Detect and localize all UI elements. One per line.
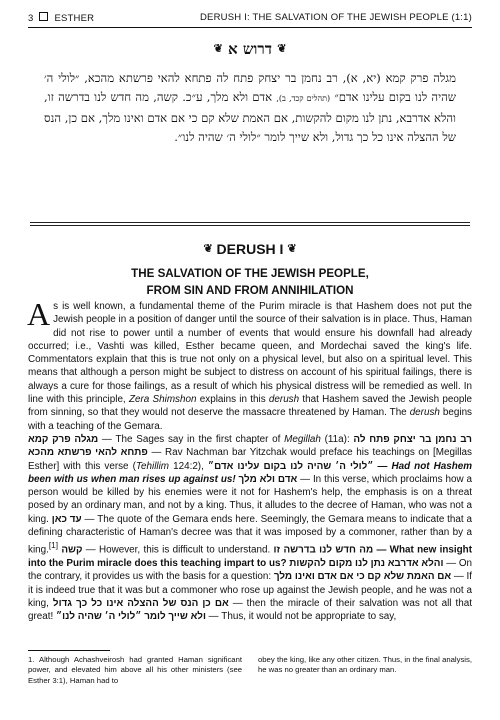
fleuron-icon: ❦ <box>203 243 213 255</box>
subtitle-line: FROM SIN AND FROM ANNIHILATION <box>146 284 354 297</box>
hebrew-source-citation: (תהלים קכד, ב), <box>276 94 331 104</box>
hebrew-lemma: מה חדש לנו בדרשה זו <box>273 544 374 556</box>
hebrew-heading-title: דרוש א <box>228 40 272 58</box>
section-title: DERUSH I: THE SALVATION OF THE JEWISH PEOPLE (1:1) <box>199 12 472 23</box>
hebrew-lemma: קשה <box>61 544 83 556</box>
footnote-column-left: 1. Although Achashveirosh had granted Haman significant power, and elevated him above all his other ministers (see Esther 3:1), Haman had to <box>28 655 242 685</box>
hebrew-lemma: אם האמת שלא קם כי אם אדם ואינו מלך <box>273 571 452 583</box>
body-text <box>27 296 473 623</box>
section-divider <box>30 222 470 223</box>
hebrew-lemma: ולא שייך לומר ״לולי ה׳ שהיה לנו״ <box>56 611 206 623</box>
subtitle-line: THE SALVATION OF THE JEWISH PEOPLE, <box>131 267 369 280</box>
footnote-marker[interactable]: [1] <box>48 541 59 551</box>
hebrew-lemma: אדם ולא מלך <box>238 473 298 485</box>
hebrew-lemma: והלא אדרבא נתן לנו מקום להקשות <box>289 557 444 569</box>
hebrew-lemma: רב נחמן בר יצחק פתח לה פתחא להאי פרשתא מהכא <box>28 433 472 459</box>
header-left <box>28 12 94 24</box>
footnote-column-right: obey the king, like any other citizen. Thus, in the final analysis, he was no greater than an ordinary man. <box>258 655 472 675</box>
fleuron-icon: ❦ <box>213 42 223 55</box>
hebrew-passage-text-2: אדם ולא מלך, ע״כ. קשה, מה חדש לנו בדרשה זו, והלא אדרבא, נתן לנו מקום להקשות, אם האמת שלא קם כי אם אדם ואינו מלך, אם כן, הנס של ההצלה אינו כל כך גדול, ולא שייך לומר ״לולי ה׳ שהיה לנו״. <box>44 90 456 144</box>
hebrew-heading <box>0 40 500 59</box>
hebrew-passage-text: מגלה פרק קמא (יא, א), רב נחמן בר יצחק פתח לה פתחא להאי פרשתא מהכא, ״לולי ה׳ שהיה לנו בקום עלינו אדם״ <box>44 71 456 105</box>
hebrew-lemma: מגלה פרק קמא <box>28 433 99 445</box>
square-bullet-icon <box>39 12 48 21</box>
fleuron-icon: ❦ <box>277 42 287 55</box>
footnote-rule <box>28 650 110 651</box>
hebrew-passage <box>44 69 456 147</box>
running-header <box>28 10 472 26</box>
intro-paragraph: As is well known, a fundamental theme of the Purim miracle is that Hashem does not put the Jewish people in a position of danger until the source of their salvation is in place. Thus, Haman did not rise to power until a number of events that would ensure his downfall had already occurred; i.e., Vashti was killed, Esther became queen, and Mordechai saved the king's life. Commentators explain that this is true not only on a physical level, but also on a spiritual level. This means that although a person might be subject to distress on account of his spiritual failings, there is always a cure for those failings, as a result of which his physical distress will be remedied as well. In line with this principle, Zera Shimshon explains in this derush that Hashem saved the Jewish people from sinning, so that they would not deserve the massacre threatened by Haman. The derush begins with a teaching of the Gemara. <box>27 296 473 432</box>
book-title: ESTHER <box>54 13 95 24</box>
hebrew-lemma: אם כן הנס של ההצלה אינו כל כך גדול <box>52 597 229 609</box>
commentary-paragraph: מגלה פרק קמא — The Sages say in the first chapter of Megillah (11a): רב נחמן בר יצחק פתח לה פתחא להאי פרשתא מהכא — Rav Nachman bar Yitzchak would preface his teachings on [Megillas Esther] with this verse (Tehillim 124:2), ״לולי ה׳ שהיה לנו בקום עלינו אדם״ — Had not Hashem been with us when man rises up against us! אדם ולא מלך — In this verse, which proclaims how a person would be killed by his enemies were it not for Hashem's help, the emphasis is on a threat posed by an ordinary man, and not by a king. Thus, it alludes to the decree of Haman, who was not a king. עד כאן — The quote of the Gemara ends here. Seemingly, the Gemara means to indicate that a defining characteristic of Haman's decree was that it was imposed by a commoner, rather than by a king.[1] קשה — However, this is difficult to understand. מה חדש לנו בדרשה זו — What new insight into the Purim miracle does this teaching impart to us? והלא אדרבא נתן לנו מקום להקשות — On the contrary, it provides us with the basis for a question: אם האמת שלא קם כי אם אדם ואינו מלך — If it is indeed true that it was but a commoner who rose up against the Jewish people, and he was not a king, אם כן הנס של ההצלה אינו כל כך גדול — then the miracle of their salvation was not all that great! ולא שייך לומר ״לולי ה׳ שהיה לנו״ — Thus, it would not be appropriate to say, <box>28 433 473 623</box>
section-divider <box>30 225 470 226</box>
page-number: 3 <box>28 13 34 24</box>
english-heading <box>0 241 500 257</box>
chapter-subtitle <box>40 265 460 299</box>
fleuron-icon: ❦ <box>287 243 297 255</box>
hebrew-lemma: עד כאן <box>51 513 82 525</box>
english-heading-title: DERUSH I <box>216 241 284 257</box>
hebrew-lemma: ״לולי ה׳ שהיה לנו בקום עלינו אדם״ <box>207 460 374 472</box>
header-rule <box>28 27 472 28</box>
drop-cap: A <box>27 296 51 332</box>
